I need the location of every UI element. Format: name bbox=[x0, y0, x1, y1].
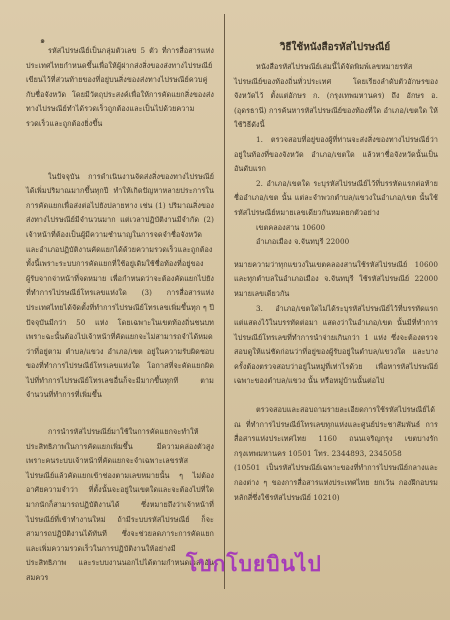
intro-paragraph: หนังสือรหัสไปรษณีย์เล่มนี้ได้จัดพิมพ์เลขหมายรหัสไปรษณีย์ของท้องถิ่นทั่วประเทศ โดยเรียงลำดับตัวอักษรของจังหวัดไว้ ตั้งแต่อักษร ก. (กรุงเทพมหานคร) ถึง อักษร อ. (อุดรธานี) การค้นหารหัสไปรษณีย์ของท้องที่ใด อำเภอ/เขตใด ให้ใช้วิธีดังนี้ bbox=[234, 62, 438, 130]
brand-watermark: โบกโบยบินไป bbox=[186, 552, 322, 576]
example-2-code: 22000 bbox=[325, 237, 350, 247]
left-column bbox=[26, 44, 214, 586]
step-3: 3. อำเภอ/เขตใดไม่ได้ระบุรหัสไปรษณีย์ไว้ที่บรรทัดแรก แต่แสดงไว้ในบรรทัดต่อมา แสดงว่าในอำเภอ/เขต นั้นมีที่ทำการไปรษณีย์โทรเลขที่ทำการนำจ่ายเกินกว่า 1 แห่ง ซึ่งจะต้องตรวจสอบดูให้แน่ชัดก่อนว่าที่อยู่ของผู้รับอยู่ในตำบล/แขวงใด และบางครั้งต้องตรวจสอบว่าอยู่ในหมู่ที่เท่าไรด้วย เพื่อหารหัสไปรษณีย์เฉพาะของตำบล/แขวง นั้น หรือหมู่บ้านนั้นต่อไป bbox=[234, 303, 438, 386]
example-1-code: 10600 bbox=[301, 222, 326, 232]
left-paragraph-3: การนำรหัสไปรษณีย์มาใช้ในการคัดแยกจะทำให้ประสิทธิภาพในการคัดแยกเพิ่มขึ้น มีความคล่องตัวสูง เพราะคนระบบเจ้าหน้าที่คัดแยกจะจำเฉพาะเลขรหัสไปรษณีย์แล้วคัดแยกเข้าช่องตามเลขหมายนั้น ๆ ไม่ต้องอาศัยความจำว่า ที่ตั้งนั้นจะอยู่ในเขตใดและจะต้องไปที่ใด มากนักก็สามารถปฏิบัติงานได้ ซึ่งหมายถึงว่าเจ้าหน้าที่ไปรษณีย์ที่เข้าทำงานใหม่ ถ้ามีระบบรหัสไปรษณีย์ ก็จะสามารถปฏิบัติงานได้ทันที ซึ่งจะช่วยลดภาระการคัดแยก และเพิ่มความรวดเร็วในการปฏิบัติงานให้อย่างมีประสิทธิภาพ และระบบงานนอกไปได้ตามกำหนดเวลาอันสมควร bbox=[26, 427, 214, 582]
left-paragraph-1: รหัสไปรษณีย์เป็นกลุ่มตัวเลข 5 ตัว ที่การสื่อสารแห่งประเทศไทยกำหนดขึ้นเพื่อให้ผู้ฝากส่งสิ่งของส่งทางไปรษณีย์เขียนไว้ที่ส่วนท้ายของที่อยู่บนสิ่งของส่งทางไปรษณีย์ควบคู่กับชื่อจังหวัด โดยมีวัตถุประสงค์เพื่อให้การคัดแยกสิ่งของส่งทางไปรษณีย์ทำได้รวดเร็วถูกต้องและเป็นไปด้วยความรวดเร็วและถูกต้องยิ่งขึ้น bbox=[26, 46, 214, 128]
section-title: วิธีใช้หนังสือรหัสไปรษณีย์ bbox=[279, 42, 391, 53]
step-2: 2. อำเภอ/เขตใด ระบุรหัสไปรษณีย์ไว้ที่บรรทัดแรกต่อท้ายชื่ออำเภอ/เขต นั้น แต่ละจำพวกตำบล/แขวงในอำเภอ/เขต นั้นใช้รหัสไปรษณีย์หมายเลขเดียวกันหมดยกตัวอย่าง bbox=[234, 178, 438, 217]
example-1-name: เขตคลองสาน bbox=[256, 222, 300, 232]
left-paragraph-2: ในปัจจุบัน การดำเนินงานจัดส่งสิ่งของทางไปรษณีย์ได้เพิ่มปริมาณมากขึ้นทุกปี ทำให้เกิดปัญหาหลายประการในการคัดแยกเพื่อส่งต่อไปยังปลายทาง เช่น (1) ปริมาณสิ่งของส่งทางไปรษณีย์มีจำนวนมาก แต่เวลาปฏิบัติงานมีจำกัด (2) เจ้าหน้าที่ต้องเป็นผู้มีความชำนาญในการจดจำชื่อจังหวัดและอำเภอปฏิบัติงานคัดแยกได้ด้วยความรวดเร็วและถูกต้อง ทั้งนี้เพราะระบบการคัดแยกที่ใช้อยู่เดิมใช้ชื่อท้องที่อยู่ของผู้รับจากจ่าหน้าที่จดหมาย เพื่อกำหนดว่าจะต้องคัดแยกไปยังที่ทำการไปรษณีย์โทรเลขแห่งใด (3) การสื่อสารแห่งประเทศไทยได้จัดตั้งที่ทำการไปรษณีย์โทรเลขเพิ่มขึ้นทุก ๆ ปี ปัจจุบันมีกว่า 50 แห่ง โดยเฉพาะในเขตท้องถิ่นชนบท เพราะฉะนั้นต้องไปเจ้าหน้าที่คัดแยกจะไม่สามารถจำได้หมดว่าที่อยู่ตาม ตำบล/แขวง อำเภอ/เขต อยู่ในความรับผิดชอบของที่ทำการไปรษณีย์โทรเลขแห่งใด โอกาสที่จะคัดแยกผิดไปที่ทำการไปรษณีย์โทรเลขอื่นก็จะมีมากขึ้นทุกที ตามจำนวนที่ทำการที่เพิ่มขึ้น bbox=[26, 171, 214, 400]
example-row-2 bbox=[234, 235, 438, 250]
example-2-name: อำเภอเมือง จ.จันทบุรี bbox=[256, 237, 324, 247]
closing-paragraph: ตรวจสอบและสอบถามรายละเอียดการใช้รหัสไปรษณีย์ได้ ณ ที่ทำการไปรษณีย์โทรเลขทุกแห่งและศูนย์ประชาสัมพันธ์ การสื่อสารแห่งประเทศไทย 1160 ถนนเจริญกรุง เขตบางรัก กรุงเทพมหานคร 10501 โทร. 2344893, 2345058 bbox=[234, 405, 438, 458]
right-column bbox=[234, 60, 438, 505]
footnote: (10501 เป็นรหัสไปรษณีย์เฉพาะของที่ทำการไปรษณีย์กลางและกองต่าง ๆ ของการสื่อสารแห่งประเทศไทย ยกเว้น กองฝึกอบรม หลักสี่ซึ่งใช้รหัสไปรษณีย์ 10210) bbox=[234, 463, 438, 502]
column-divider bbox=[224, 14, 225, 589]
example-row-1 bbox=[234, 221, 438, 236]
example-note: หมายความว่าทุกแขวงในเขตคลองสานใช้รหัสไปรษณีย์ 10600 และทุกตำบลในอำเภอเมือง จ.จันทบุรี ใช้รหัสไปรษณีย์ 22000 หมายเลขเดียวกัน bbox=[234, 259, 438, 298]
page-number: ๑ bbox=[40, 36, 46, 45]
step-1: 1. ตรวจสอบที่อยู่ของผู้ที่ท่านจะส่งสิ่งของทางไปรษณีย์ว่าอยู่ในท้องที่ของจังหวัด อำเภอ/เขตใด แล้วหาชื่อจังหวัดนั้นเป็นอันดับแรก bbox=[234, 134, 438, 174]
